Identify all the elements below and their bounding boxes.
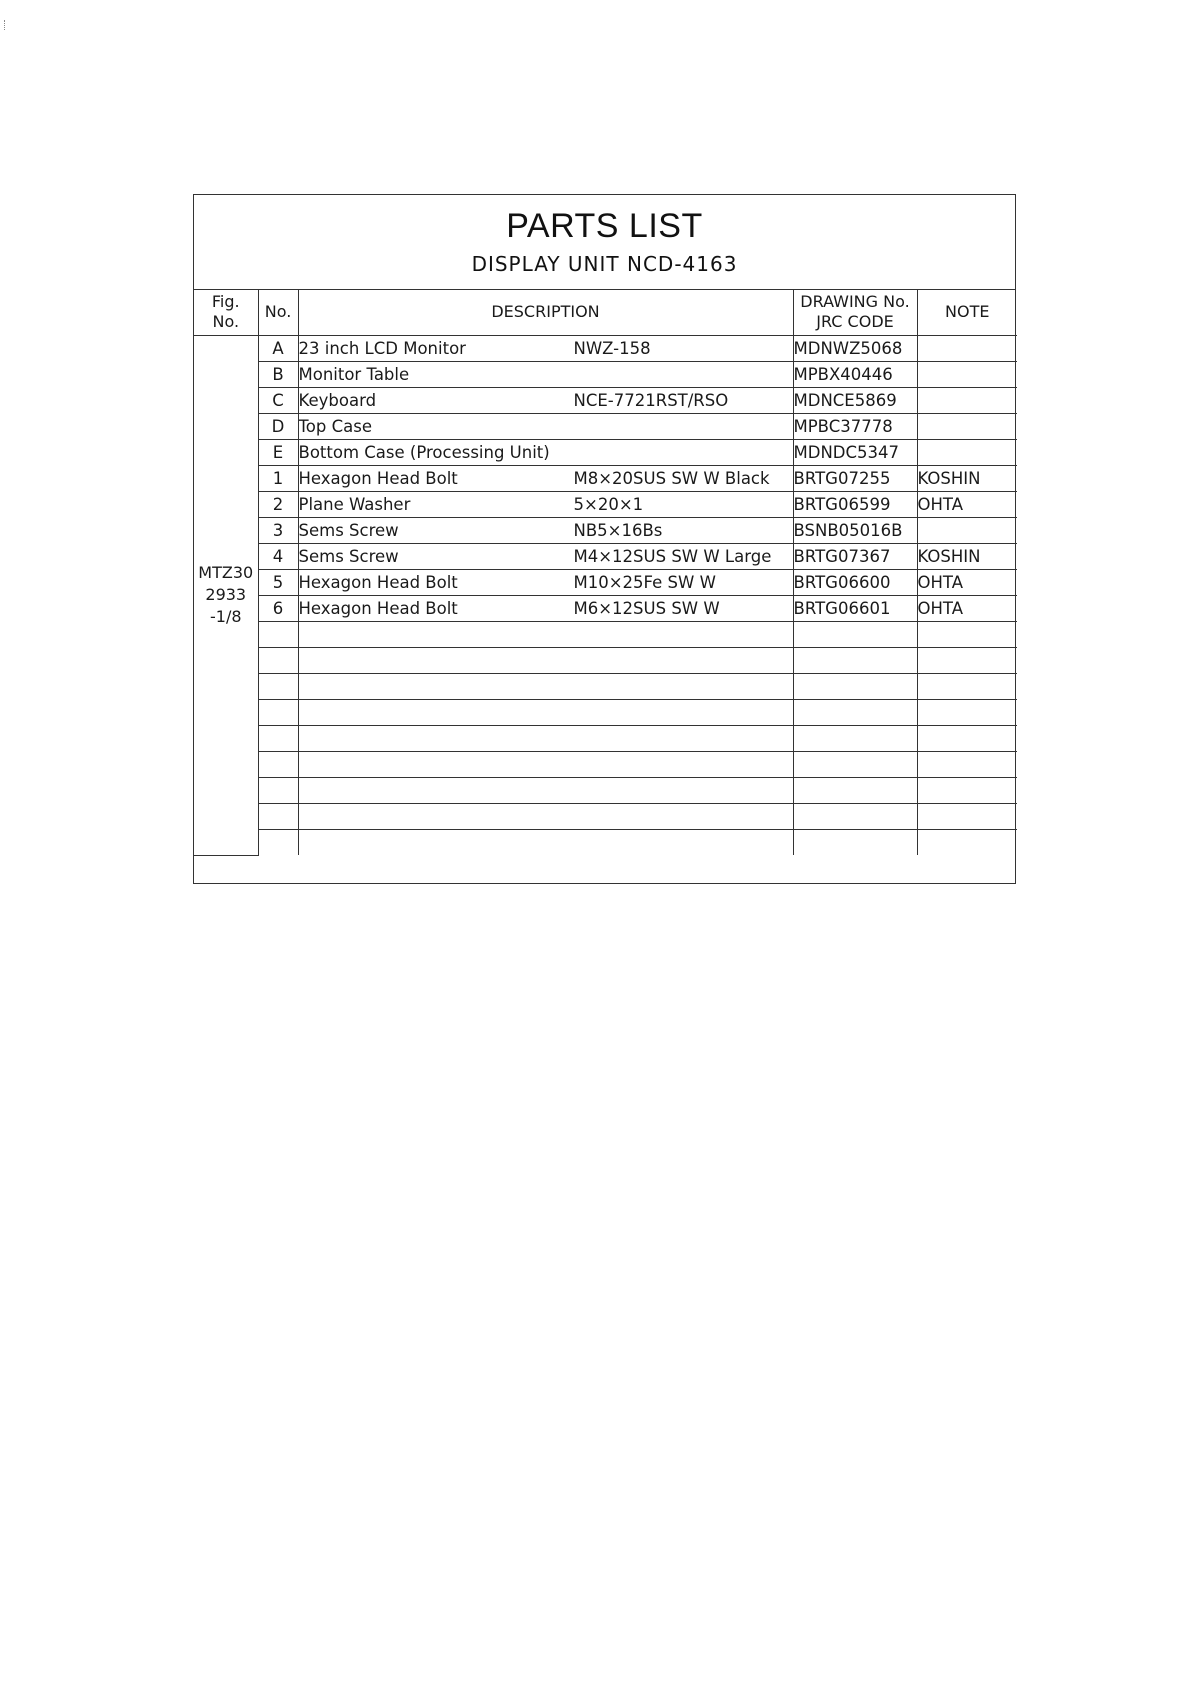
row-note — [917, 361, 1017, 387]
table-row — [194, 335, 1017, 361]
empty-row — [194, 777, 1017, 803]
row-code: BRTG06601 — [793, 595, 917, 621]
empty-row — [194, 829, 1017, 855]
header-description: DESCRIPTION — [298, 290, 793, 335]
row-code: BRTG07255 — [793, 465, 917, 491]
row-no: B — [258, 361, 298, 387]
header-drawing-no: DRAWING No. JRC CODE — [793, 290, 917, 335]
row-note: OHTA — [917, 569, 1017, 595]
row-description — [298, 335, 793, 361]
part-name: Hexagon Head Bolt — [298, 572, 458, 592]
row-no: 3 — [258, 517, 298, 543]
empty-row — [194, 621, 1017, 647]
part-spec: NCE-7721RST/RSO — [573, 390, 729, 410]
table-header-row — [194, 290, 1017, 335]
row-code: BRTG07367 — [793, 543, 917, 569]
table-row — [194, 439, 1017, 465]
table-row — [194, 595, 1017, 621]
row-note — [917, 413, 1017, 439]
parts-table-body — [194, 335, 1017, 855]
part-name: Sems Screw — [298, 546, 399, 566]
row-no: 4 — [258, 543, 298, 569]
row-description — [298, 439, 793, 465]
part-spec: M6×12SUS SW W — [573, 598, 720, 618]
empty-row — [194, 647, 1017, 673]
row-no: A — [258, 335, 298, 361]
fig-number-cell: MTZ30 2933 -1/8 — [194, 335, 258, 855]
part-spec: M4×12SUS SW W Large — [573, 546, 772, 566]
row-no: E — [258, 439, 298, 465]
table-row — [194, 543, 1017, 569]
header-note: NOTE — [917, 290, 1017, 335]
part-name: Top Case — [298, 416, 372, 436]
row-code: MDNWZ5068 — [793, 335, 917, 361]
part-spec: NB5×16Bs — [573, 520, 663, 540]
parts-list-sheet — [193, 194, 1016, 884]
part-name: Bottom Case (Processing Unit) — [298, 442, 550, 462]
part-name: Monitor Table — [298, 364, 410, 384]
header-fig-no: Fig. No. — [194, 290, 258, 335]
row-no: 2 — [258, 491, 298, 517]
row-code: BSNB05016B — [793, 517, 917, 543]
part-name: Plane Washer — [298, 494, 411, 514]
row-no: 5 — [258, 569, 298, 595]
row-note: OHTA — [917, 595, 1017, 621]
row-description — [298, 491, 793, 517]
document-subtitle: DISPLAY UNIT NCD-4163 — [471, 252, 738, 276]
row-note — [917, 387, 1017, 413]
row-no: 6 — [258, 595, 298, 621]
row-code: BRTG06600 — [793, 569, 917, 595]
part-spec: 5×20×1 — [573, 494, 644, 514]
part-spec: M10×25Fe SW W — [573, 572, 716, 592]
row-code: MDNDC5347 — [793, 439, 917, 465]
row-note — [917, 439, 1017, 465]
table-row — [194, 413, 1017, 439]
empty-row — [194, 751, 1017, 777]
row-note: KOSHIN — [917, 543, 1017, 569]
row-code: MDNCE5869 — [793, 387, 917, 413]
row-no: D — [258, 413, 298, 439]
part-spec: NWZ-158 — [573, 338, 651, 358]
parts-table — [194, 290, 1017, 856]
row-description — [298, 465, 793, 491]
empty-row — [194, 673, 1017, 699]
row-note — [917, 517, 1017, 543]
row-description — [298, 387, 793, 413]
title-block — [194, 195, 1015, 290]
empty-row — [194, 699, 1017, 725]
row-description — [298, 595, 793, 621]
table-row — [194, 465, 1017, 491]
part-name: Hexagon Head Bolt — [298, 468, 458, 488]
row-description — [298, 413, 793, 439]
part-name: 23 inch LCD Monitor — [298, 338, 466, 358]
part-name: Hexagon Head Bolt — [298, 598, 458, 618]
row-note: OHTA — [917, 491, 1017, 517]
table-row — [194, 361, 1017, 387]
table-row — [194, 491, 1017, 517]
row-code: MPBX40446 — [793, 361, 917, 387]
empty-row — [194, 725, 1017, 751]
row-note — [917, 335, 1017, 361]
empty-row — [194, 803, 1017, 829]
header-no: No. — [258, 290, 298, 335]
row-description — [298, 361, 793, 387]
document-title: PARTS LIST — [506, 207, 703, 245]
part-spec: M8×20SUS SW W Black — [573, 468, 770, 488]
row-description — [298, 569, 793, 595]
row-no: 1 — [258, 465, 298, 491]
row-description — [298, 543, 793, 569]
table-row — [194, 569, 1017, 595]
part-name: Keyboard — [298, 390, 377, 410]
row-no: C — [258, 387, 298, 413]
row-description — [298, 517, 793, 543]
part-name: Sems Screw — [298, 520, 399, 540]
row-note: KOSHIN — [917, 465, 1017, 491]
table-row — [194, 517, 1017, 543]
scan-artifact — [4, 20, 7, 30]
table-row — [194, 387, 1017, 413]
row-code: MPBC37778 — [793, 413, 917, 439]
row-code: BRTG06599 — [793, 491, 917, 517]
